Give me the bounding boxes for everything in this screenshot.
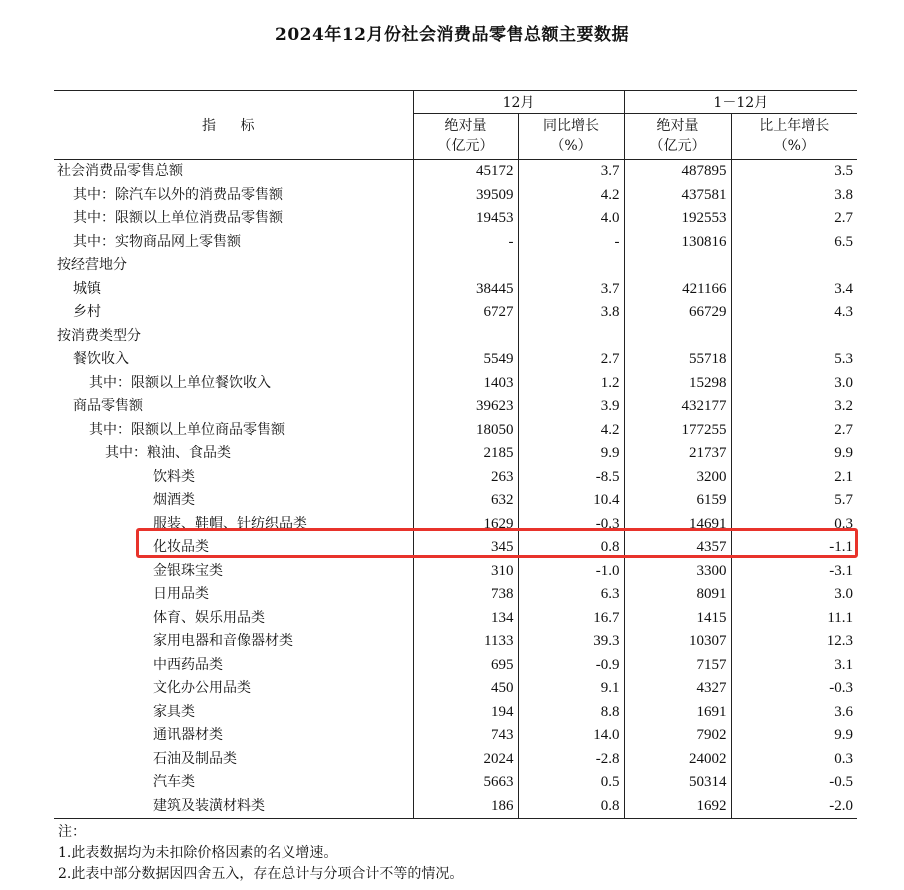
month-amount-cell: 39509	[413, 184, 518, 208]
ytd-growth-cell: 3.0	[731, 583, 857, 607]
row-label: 石油及制品类	[153, 750, 237, 767]
ytd-growth-cell: 9.9	[731, 724, 857, 748]
row-label: 其中：限额以上单位餐饮收入	[89, 374, 271, 391]
month-growth-cell: 4.2	[518, 184, 624, 208]
page-title: 2024年12月份社会消费品零售总额主要数据	[275, 25, 629, 45]
table-row	[54, 278, 857, 302]
ytd-amount-cell: 432177	[624, 395, 731, 419]
month-growth-cell	[518, 254, 624, 278]
table-body	[54, 160, 857, 819]
month-growth-cell	[518, 325, 624, 349]
month-growth-cell: 2.7	[518, 348, 624, 372]
column-header-unit: （亿元）	[649, 138, 706, 154]
table-row	[54, 513, 857, 537]
column-header	[731, 114, 857, 160]
column-header	[518, 114, 624, 160]
table-row	[54, 419, 857, 443]
row-label: 其中：限额以上单位消费品零售额	[73, 210, 283, 226]
column-header-unit: （%）	[550, 138, 592, 154]
ytd-growth-cell	[731, 254, 857, 278]
ytd-amount-cell: 15298	[624, 372, 731, 396]
month-amount-cell: 45172	[413, 160, 518, 184]
row-label: 其中：除汽车以外的消费品零售额	[73, 186, 283, 203]
table-row	[54, 442, 857, 466]
month-amount-cell: 39623	[413, 395, 518, 419]
month-amount-cell	[413, 325, 518, 349]
ytd-amount-cell: 192553	[624, 207, 731, 231]
ytd-growth-cell: 6.5	[731, 231, 857, 255]
ytd-growth-cell: -2.0	[731, 795, 857, 819]
month-growth-cell: 6.3	[518, 583, 624, 607]
table-row	[54, 301, 857, 325]
row-label: 饮料类	[153, 468, 195, 485]
ytd-amount-cell: 7902	[624, 724, 731, 748]
month-growth-cell: 4.2	[518, 419, 624, 443]
row-label: 建筑及装潢材料类	[54, 795, 413, 819]
month-amount-cell: 1133	[413, 630, 518, 654]
month-amount-cell: 450	[413, 677, 518, 701]
ytd-growth-cell: 3.2	[731, 395, 857, 419]
ytd-amount-cell: 421166	[624, 278, 731, 302]
table-row-highlighted	[54, 536, 857, 560]
month-amount-cell: 186	[413, 795, 518, 819]
table-row	[54, 160, 857, 184]
table-row	[54, 560, 857, 584]
row-label: 服装、鞋帽、针纺织品类	[153, 515, 307, 532]
ytd-amount-cell: 487895	[624, 160, 731, 184]
table-row	[54, 701, 857, 725]
table-row	[54, 630, 857, 654]
column-header-unit: （%）	[773, 138, 815, 154]
ytd-amount-cell: 14691	[624, 513, 731, 537]
month-amount-cell: 310	[413, 560, 518, 584]
ytd-growth-cell: 5.7	[731, 489, 857, 513]
ytd-amount-cell: 3200	[624, 466, 731, 490]
ytd-amount-cell: 1415	[624, 607, 731, 631]
month-growth-cell: 39.3	[518, 630, 624, 654]
month-amount-cell: 1629	[413, 513, 518, 537]
month-amount-cell: 18050	[413, 419, 518, 443]
ytd-growth-cell	[731, 325, 857, 349]
row-label: 化妆品类	[153, 539, 209, 555]
ytd-growth-cell: 0.3	[731, 513, 857, 537]
month-amount-cell	[413, 254, 518, 278]
month-growth-cell: 10.4	[518, 489, 624, 513]
row-label: 城镇	[73, 280, 101, 297]
ytd-growth-cell: 3.4	[731, 278, 857, 302]
month-amount-cell: 1403	[413, 372, 518, 396]
month-amount-cell: 19453	[413, 207, 518, 231]
table-row	[54, 654, 857, 678]
table-row	[54, 325, 857, 349]
column-header-unit: （亿元）	[437, 138, 494, 154]
month-growth-cell: -0.3	[518, 513, 624, 537]
month-amount-cell: 345	[413, 536, 518, 560]
ytd-amount-cell: 24002	[624, 748, 731, 772]
ytd-amount-cell: 1692	[624, 795, 731, 819]
ytd-amount-cell	[624, 254, 731, 278]
month-amount-cell: -	[413, 231, 518, 255]
row-label: 其中：限额以上单位商品零售额	[89, 421, 285, 438]
ytd-growth-cell: 2.7	[731, 419, 857, 443]
month-amount-cell: 632	[413, 489, 518, 513]
ytd-amount-cell: 21737	[624, 442, 731, 466]
month-growth-cell: 3.8	[518, 301, 624, 325]
column-header	[624, 114, 731, 160]
ytd-growth-cell: 3.5	[731, 160, 857, 184]
month-growth-cell: 14.0	[518, 724, 624, 748]
ytd-amount-cell: 7157	[624, 654, 731, 678]
table-row	[54, 207, 857, 231]
table-row	[54, 184, 857, 208]
month-growth-cell: 0.8	[518, 536, 624, 560]
table-row	[54, 395, 857, 419]
ytd-growth-cell: 2.1	[731, 466, 857, 490]
row-label: 家用电器和音像器材类	[153, 633, 293, 649]
month-growth-cell: 4.0	[518, 207, 624, 231]
month-amount-cell: 695	[413, 654, 518, 678]
row-label: 体育、娱乐用品类	[153, 609, 265, 626]
month-amount-cell: 5663	[413, 771, 518, 795]
ytd-amount-cell: 4357	[624, 536, 731, 560]
month-amount-cell: 263	[413, 466, 518, 490]
ytd-growth-cell: 4.3	[731, 301, 857, 325]
notes	[58, 822, 463, 885]
ytd-amount-cell: 4327	[624, 677, 731, 701]
row-label: 中西药品类	[153, 656, 223, 673]
table-row	[54, 348, 857, 372]
row-label: 商品零售额	[73, 398, 143, 414]
column-header-line: 绝对量	[444, 118, 487, 134]
month-amount-cell: 134	[413, 607, 518, 631]
ytd-amount-cell: 177255	[624, 419, 731, 443]
table-row	[54, 489, 857, 513]
month-growth-cell: -2.8	[518, 748, 624, 772]
ytd-growth-cell: -0.5	[731, 771, 857, 795]
month-growth-cell: -8.5	[518, 466, 624, 490]
month-growth-cell: 3.9	[518, 395, 624, 419]
table-row	[54, 254, 857, 278]
month-growth-cell: -	[518, 231, 624, 255]
note-item: 1.此表数据均为未扣除价格因素的名义增速。	[58, 845, 338, 861]
ytd-growth-cell: 0.3	[731, 748, 857, 772]
table-row	[54, 372, 857, 396]
row-label: 社会消费品零售总额	[57, 163, 183, 179]
ytd-growth-cell: -1.1	[731, 536, 857, 560]
ytd-growth-cell: 11.1	[731, 607, 857, 631]
month-amount-cell: 38445	[413, 278, 518, 302]
month-amount-cell: 738	[413, 583, 518, 607]
table-row	[54, 795, 857, 819]
table-row	[54, 607, 857, 631]
table-row	[54, 677, 857, 701]
month-amount-cell: 5549	[413, 348, 518, 372]
month-growth-cell: 9.9	[518, 442, 624, 466]
note-item: 2.此表中部分数据因四舍五入，存在总计与分项合计不等的情况。	[58, 866, 464, 882]
row-label: 汽车类	[153, 774, 195, 790]
period-header-ytd: 1－12月	[624, 91, 857, 114]
row-label: 按消费类型分	[57, 327, 141, 344]
row-label: 其中：粮油、食品类	[105, 445, 231, 461]
ytd-growth-cell: 12.3	[731, 630, 857, 654]
table-row	[54, 724, 857, 748]
row-label: 烟酒类	[153, 492, 195, 508]
row-label: 餐饮收入	[73, 351, 129, 367]
ytd-amount-cell: 10307	[624, 630, 731, 654]
month-growth-cell: 3.7	[518, 160, 624, 184]
ytd-growth-cell: 9.9	[731, 442, 857, 466]
notes-heading: 注：	[58, 824, 86, 840]
ytd-amount-cell: 55718	[624, 348, 731, 372]
ytd-growth-cell: 2.7	[731, 207, 857, 231]
table-row	[54, 231, 857, 255]
ytd-growth-cell: -3.1	[731, 560, 857, 584]
ytd-growth-cell: 3.1	[731, 654, 857, 678]
month-amount-cell: 2024	[413, 748, 518, 772]
table-row	[54, 466, 857, 490]
column-header-line: 同比增长	[543, 118, 599, 134]
ytd-amount-cell	[624, 325, 731, 349]
month-amount-cell: 194	[413, 701, 518, 725]
month-amount-cell: 6727	[413, 301, 518, 325]
month-amount-cell: 2185	[413, 442, 518, 466]
table-row	[54, 583, 857, 607]
month-growth-cell: 0.8	[518, 795, 624, 819]
ytd-growth-cell: 3.6	[731, 701, 857, 725]
ytd-amount-cell: 6159	[624, 489, 731, 513]
month-growth-cell: -0.9	[518, 654, 624, 678]
column-header-line: 比上年增长	[759, 118, 830, 134]
row-label: 通讯器材类	[153, 727, 223, 743]
ytd-growth-cell: 3.8	[731, 184, 857, 208]
ytd-growth-cell: -0.3	[731, 677, 857, 701]
ytd-amount-cell: 8091	[624, 583, 731, 607]
row-label: 金银珠宝类	[153, 562, 223, 579]
ytd-amount-cell: 437581	[624, 184, 731, 208]
month-growth-cell: 3.7	[518, 278, 624, 302]
column-header-line: 绝对量	[656, 118, 699, 134]
month-growth-cell: 0.5	[518, 771, 624, 795]
indicator-header: 指 标	[54, 91, 413, 160]
ytd-amount-cell: 1691	[624, 701, 731, 725]
ytd-amount-cell: 50314	[624, 771, 731, 795]
ytd-amount-cell: 3300	[624, 560, 731, 584]
month-growth-cell: 9.1	[518, 677, 624, 701]
row-label: 文化办公用品类	[153, 680, 251, 696]
month-growth-cell: 16.7	[518, 607, 624, 631]
ytd-amount-cell: 66729	[624, 301, 731, 325]
row-label: 乡村	[73, 304, 101, 320]
ytd-growth-cell: 5.3	[731, 348, 857, 372]
row-label: 家具类	[153, 703, 195, 720]
table-row	[54, 771, 857, 795]
row-label: 日用品类	[153, 586, 209, 602]
month-amount-cell: 743	[413, 724, 518, 748]
ytd-growth-cell: 3.0	[731, 372, 857, 396]
ytd-amount-cell: 130816	[624, 231, 731, 255]
month-growth-cell: 1.2	[518, 372, 624, 396]
period-header-month: 12月	[413, 91, 624, 114]
table-row	[54, 748, 857, 772]
month-growth-cell: -1.0	[518, 560, 624, 584]
column-header	[413, 114, 518, 160]
row-label: 按经营地分	[57, 257, 127, 273]
row-label: 其中：实物商品网上零售额	[73, 233, 241, 250]
month-growth-cell: 8.8	[518, 701, 624, 725]
data-table	[54, 90, 857, 819]
